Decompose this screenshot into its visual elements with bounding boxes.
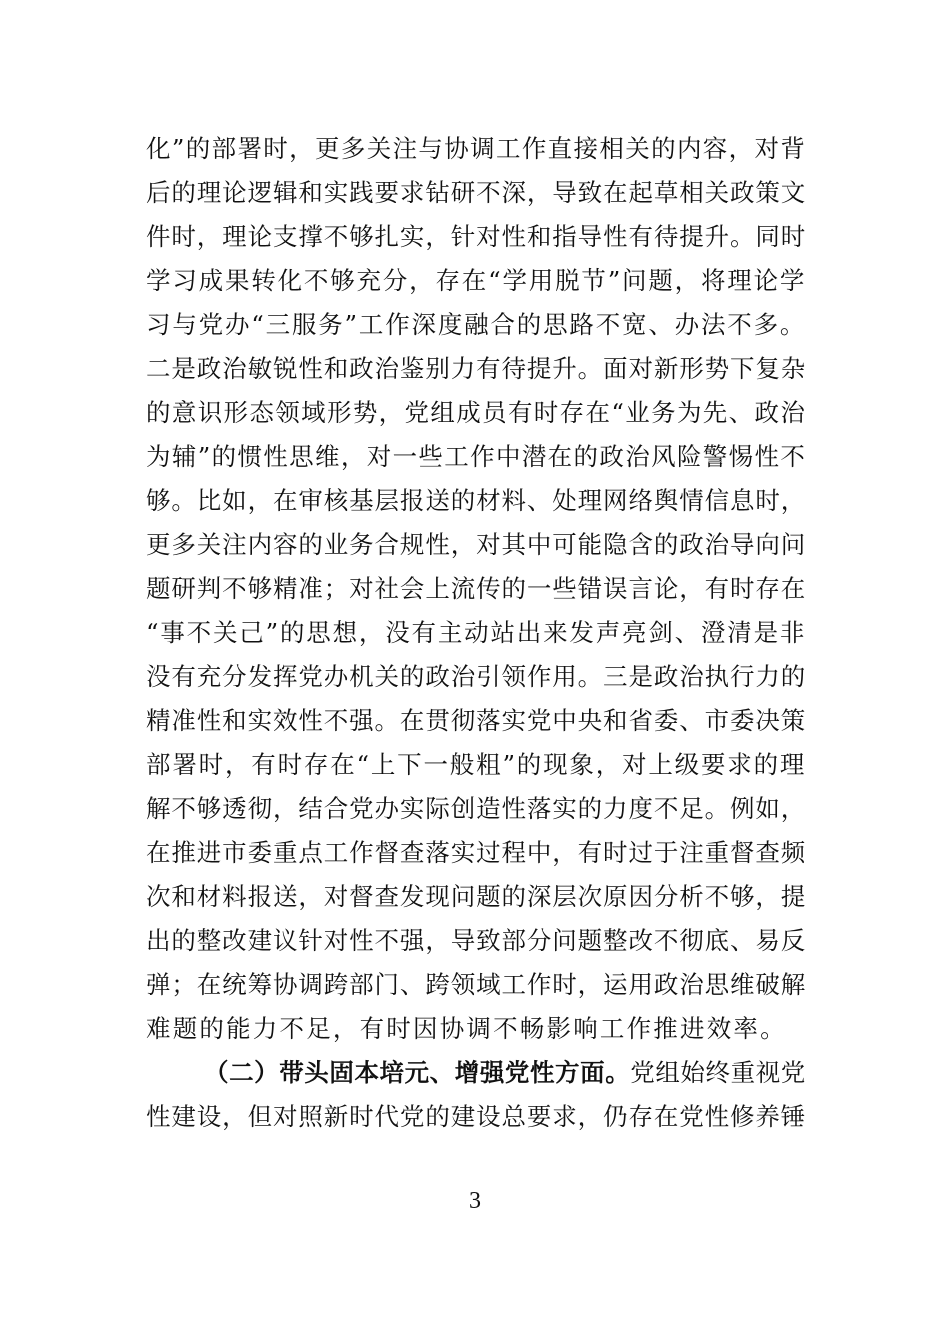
body-line: 为辅”的惯性思维，对一些工作中潜在的政治风险警惕性不	[146, 442, 807, 471]
body-line: 部署时，有时存在“上下一般粗”的现象，对上级要求的理	[146, 750, 807, 779]
body-line: 学习成果转化不够充分，存在“学用脱节”问题，将理论学	[146, 266, 807, 295]
page-number: 3	[469, 1188, 481, 1214]
body-line: 件时，理论支撑不够扎实，针对性和指导性有待提升。同时	[146, 222, 807, 251]
body-line: 后的理论逻辑和实践要求钻研不深，导致在起草相关政策文	[146, 178, 807, 207]
body-line: 习与党办“三服务”工作深度融合的思路不宽、办法不多。	[146, 310, 807, 339]
body-line: 性建设，但对照新时代党的建设总要求，仍存在党性修养锤	[146, 1102, 807, 1131]
section-heading-line	[204, 1051, 806, 1095]
body-line: 解不够透彻，结合党办实际创造性落实的力度不足。例如，	[146, 794, 807, 823]
body-line: 弹；在统筹协调跨部门、跨领域工作时，运用政治思维破解	[146, 970, 807, 999]
body-line: 够。比如，在审核基层报送的材料、处理网络舆情信息时，	[146, 486, 807, 515]
body-line: 精准性和实效性不强。在贯彻落实党中央和省委、市委决策	[146, 706, 807, 735]
body-line: 难题的能力不足，有时因协调不畅影响工作推进效率。	[146, 1014, 787, 1043]
body-line: “事不关己”的思想，没有主动站出来发声亮剑、澄清是非	[146, 618, 807, 647]
body-line: 没有充分发挥党办机关的政治引领作用。三是政治执行力的	[146, 662, 807, 691]
section-heading: （二）带头固本培元、增强党性方面。	[204, 1058, 631, 1087]
body-line: 在推进市委重点工作督查落实过程中，有时过于注重督查频	[146, 838, 807, 867]
section-intro-text: 党组始终重视党	[630, 1058, 806, 1087]
body-line: 化”的部署时，更多关注与协调工作直接相关的内容，对背	[146, 134, 807, 163]
body-line: 次和材料报送，对督查发现问题的深层次原因分析不够，提	[146, 882, 807, 911]
body-line: 出的整改建议针对性不强，导致部分问题整改不彻底、易反	[146, 926, 807, 955]
body-line: 题研判不够精准；对社会上流传的一些错误言论，有时存在	[146, 574, 807, 603]
body-line: 更多关注内容的业务合规性，对其中可能隐含的政治导向问	[146, 530, 807, 559]
body-line: 的意识形态领域形势，党组成员有时存在“业务为先、政治	[146, 398, 807, 427]
body-line: 二是政治敏锐性和政治鉴别力有待提升。面对新形势下复杂	[146, 354, 807, 383]
